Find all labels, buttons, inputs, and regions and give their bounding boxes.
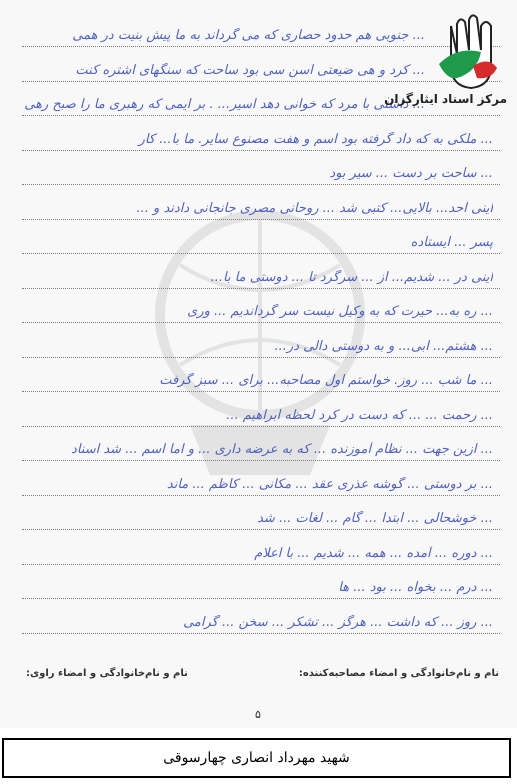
handwritten-line: ... ازین جهت ... نظام آموزنده ... که به عرضه داری ... و اما اسم ... شد اسناد [71, 442, 493, 457]
handwritten-line: ... درم ... بخواه ... بود ... ها [338, 580, 493, 595]
signature-labels [26, 668, 499, 686]
ruled-line [22, 288, 500, 289]
handwritten-line: ... ساحت بر دست ... سیر بود [329, 166, 493, 181]
ruled-line [22, 460, 500, 461]
handwritten-line: ... رحمت ... ... که دست در کرد لحظه ابراهیم ... [226, 407, 493, 423]
handwritten-line: ... داشتی با مرد که خوانی دهد اسیر... . بر ایمی که رهبری ما را صبح رهی [24, 97, 425, 112]
handwritten-line: ... ما شب ... روز. خواستم اول مصاحبه... برای ... سبز گرفت [159, 373, 493, 388]
dove-hand-emblem-icon [429, 6, 509, 106]
interviewer-signature-label: نام و نام‌خانوادگی و امضاء مصاحبه‌کننده: [298, 668, 499, 679]
ruled-line [22, 633, 500, 634]
handwritten-line: ... بر دوستی ... گوشه عذری عقد ... مکانی ... کاظم ... ماند [166, 476, 493, 492]
handwritten-line: اینی در ... شدیم... از ... سرگرد تا ... دوستی ما با... [210, 269, 493, 285]
handwritten-line: ... ره به... حیرت که به وکیل نیست سر گرداندیم ... وری [187, 304, 493, 319]
handwritten-line: ... روز ... که داشت ... هرگز ... تشکر ... سخن ... گرامی [183, 614, 493, 630]
logo-text: مرکز اسناد ایثارگران [384, 92, 507, 106]
handwritten-line: ... دوره ... آمده ... همه ... شدیم ... با اعلام [254, 545, 493, 561]
ruled-line [22, 184, 500, 185]
ruled-line [22, 322, 500, 323]
narrator-signature-label: نام و نام‌خانوادگی و امضاء راوی: [26, 668, 188, 679]
ruled-line [22, 253, 500, 254]
ruled-line [22, 598, 500, 599]
ruled-line [22, 391, 500, 392]
ruled-line [22, 529, 500, 530]
ruled-line [22, 150, 500, 151]
handwritten-line: ... هشتم... ابی... و به دوستی دالی در... [274, 338, 493, 354]
ruled-line [22, 495, 500, 496]
page-number: ۵ [255, 708, 261, 721]
caption-text: شهید مهرداد انصاری چهارسوقی [163, 750, 350, 766]
watermark-emblem-icon [120, 185, 400, 485]
handwritten-line: ... ملکی به که داد گرفته بود اسم و هفت مصنوع سایر. ما با... کار [138, 131, 493, 147]
ruled-line [22, 219, 500, 220]
ruled-line [22, 426, 500, 427]
handwritten-line: اینی احد... بالایی... کتبی شد ... روحانی مصری جانجانی دادند و ... [136, 200, 493, 216]
ruled-line [22, 564, 500, 565]
handwritten-line: ... خوشحالی ... ابتدا ... گام ... لغات ... شد [257, 511, 493, 526]
caption-box [2, 738, 511, 778]
ruled-line [22, 115, 500, 116]
handwritten-line: پسر ... ایستاده [410, 235, 493, 250]
ruled-line [22, 357, 500, 358]
handwritten-line: ... کرد و هی ضیعتی اسن سی بود ساحت که سنگهای اشتره کنت [75, 62, 425, 78]
handwritten-line: ... جنوبی هم حدود حصاری که می گرداند به ما پیش بنیت در همی [72, 28, 425, 43]
